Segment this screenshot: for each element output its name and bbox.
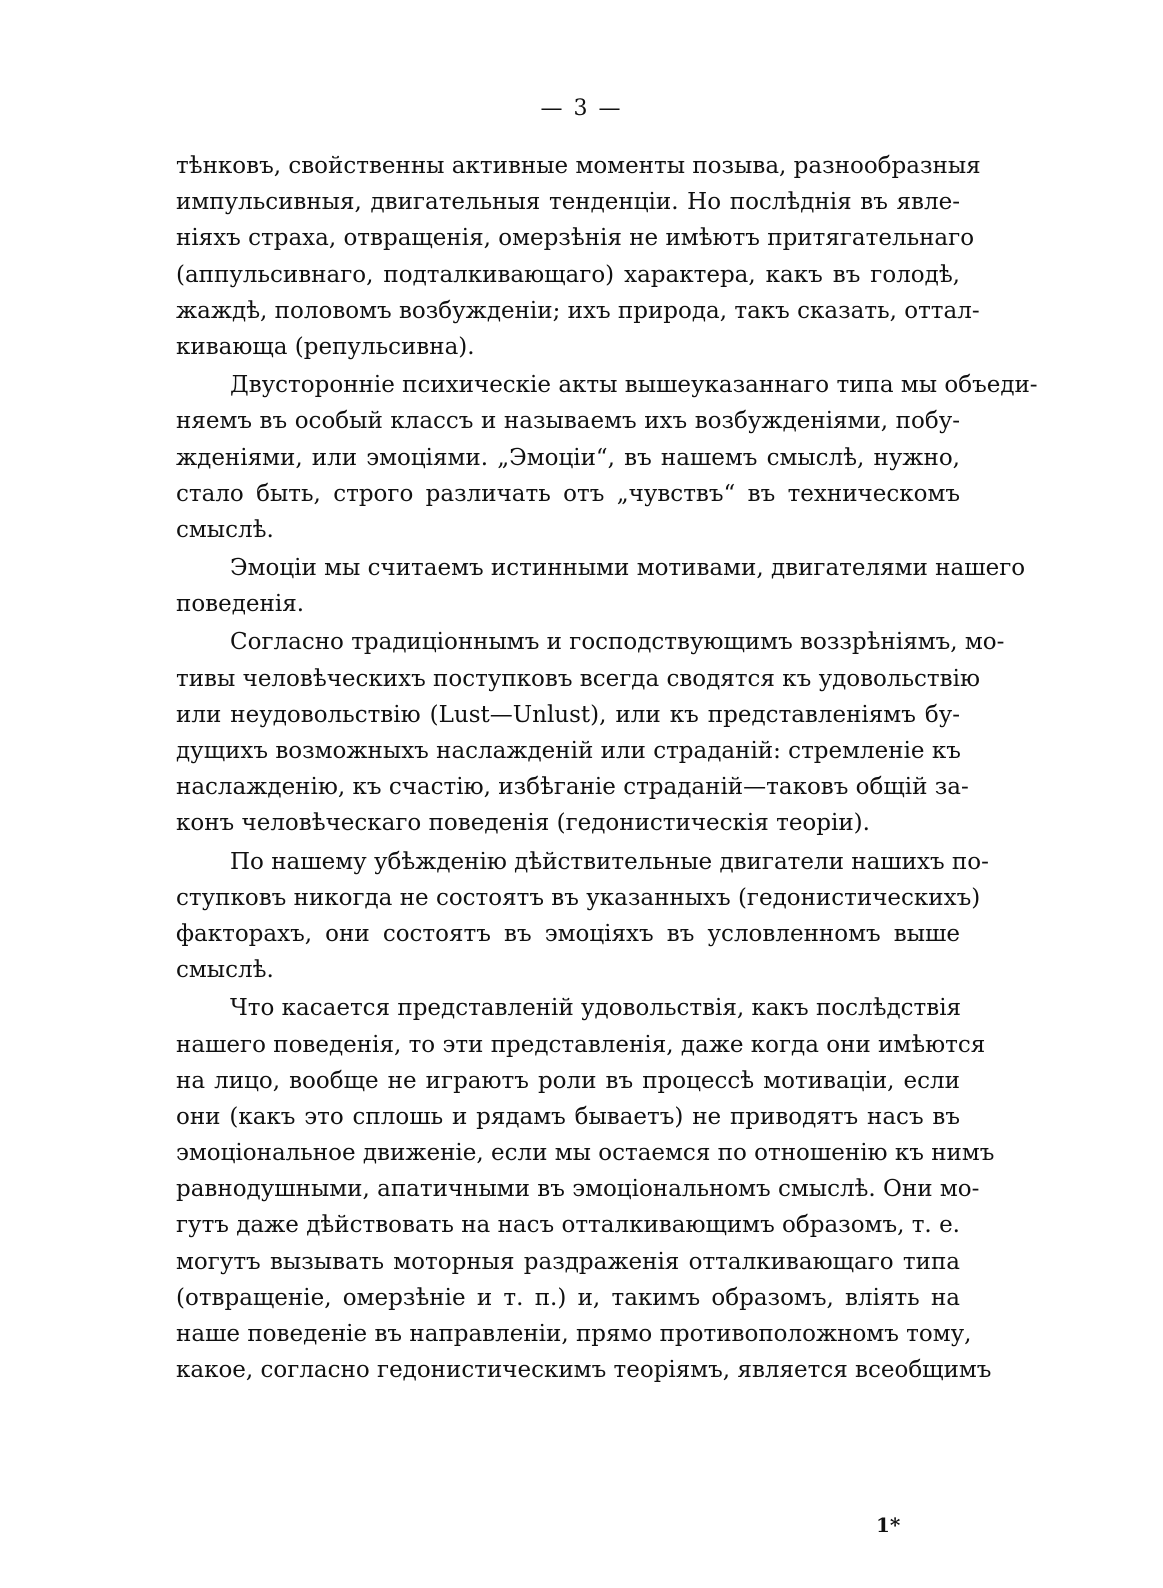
text-line: гутъ даже дѣйствовать на насъ отталкивающимъ образомъ, т. е. [176,1212,960,1239]
text-line: или неудовольствію (Lust—Unlust), или къ представленіямъ бу- [176,701,960,728]
text-line: они (какъ это сплошь и рядамъ бываетъ) не приводятъ насъ въ [176,1103,960,1130]
paragraph [176,367,1038,548]
text-line: няемъ въ особый классъ и называемъ ихъ возбужденіями, побу- [176,408,960,435]
text-line: факторахъ, они состоятъ въ эмоціяхъ въ условленномъ выше [176,920,960,947]
text-line: смыслѣ. [176,957,274,984]
text-line: ступковъ никогда не состоятъ въ указанныхъ (гедонистическихъ) [176,884,981,911]
text-line: кивающа (репульсивна). [176,333,475,360]
paragraph [176,624,1005,841]
text-line: жаждѣ, половомъ возбужденіи; ихъ природа, такъ сказать, оттал- [176,297,980,324]
text-line: Что касается представленій удовольствія, какъ послѣдствія [230,995,962,1022]
text-line: дущихъ возможныхъ наслажденій или страданій: стремленіе къ [176,738,961,764]
text-line: тивы человѣческихъ поступковъ всегда сводятся къ удовольствію [176,665,980,692]
text-line: смыслѣ. [176,516,274,543]
text-line: импульсивныя, двигательныя тенденціи. Но послѣднія въ явле- [176,189,960,216]
text-line: По нашему убѣжденію дѣйствительные двигатели нашихъ по- [230,848,989,875]
text-line: стало быть, строго различать отъ „чувствъ“ въ техническомъ [176,480,960,507]
paragraph [176,148,981,365]
paragraph [176,844,989,989]
text-line: наше поведеніе въ направленіи, прямо противоположномъ тому, [176,1321,972,1347]
text-line: Эмоціи мы считаемъ истинными мотивами, двигателями нашего [230,555,1026,582]
text-line: какое, согласно гедонистическимъ теоріямъ, является всеобщимъ [176,1357,992,1384]
text-line: наслажденію, къ счастію, избѣганіе страданій—таковъ общій за- [176,774,969,801]
text-line: конъ человѣческаго поведенія (гедонистическія теоріи). [176,810,870,837]
page-number: — 3 — [540,96,623,121]
text-line: тѣнковъ, свойственны активные моменты позыва, разнообразныя [176,153,981,179]
text-line: могутъ вызывать моторныя раздраженія отталкивающаго типа [176,1248,960,1275]
body-text [176,148,1038,1390]
paragraph [176,550,1026,622]
text-line: ніяхъ страха, отвращенія, омерзѣнія не имѣютъ притягательнаго [176,225,975,252]
text-line: нашего поведенія, то эти представленія, даже когда они имѣются [176,1031,986,1058]
text-line: жденіями, или эмоціями. „Эмоціи“, въ нашемъ смыслѣ, нужно, [176,444,960,471]
signature-mark: 1* [876,1513,901,1537]
text-line: равнодушными, апатичными въ эмоціональномъ смыслѣ. Они мо- [176,1176,980,1203]
text-line: Согласно традиціоннымъ и господствующимъ воззрѣніямъ, мо- [230,629,1005,656]
text-line: на лицо, вообще не играютъ роли въ процессѣ мотиваціи, если [176,1067,960,1094]
paragraph [176,990,995,1388]
text-line: поведенія. [176,591,305,618]
text-line: (аппульсивнаго, подталкивающаго) характера, какъ въ голодѣ, [176,261,960,288]
text-line: эмоціональное движеніе, если мы остаемся по отношенію къ нимъ [176,1140,995,1167]
text-line: (отвращеніе, омерзѣніе и т. п.) и, такимъ образомъ, влiять на [176,1284,960,1311]
text-line: Двусторонніе психическіе акты вышеуказаннаго типа мы объеди- [230,372,1038,399]
